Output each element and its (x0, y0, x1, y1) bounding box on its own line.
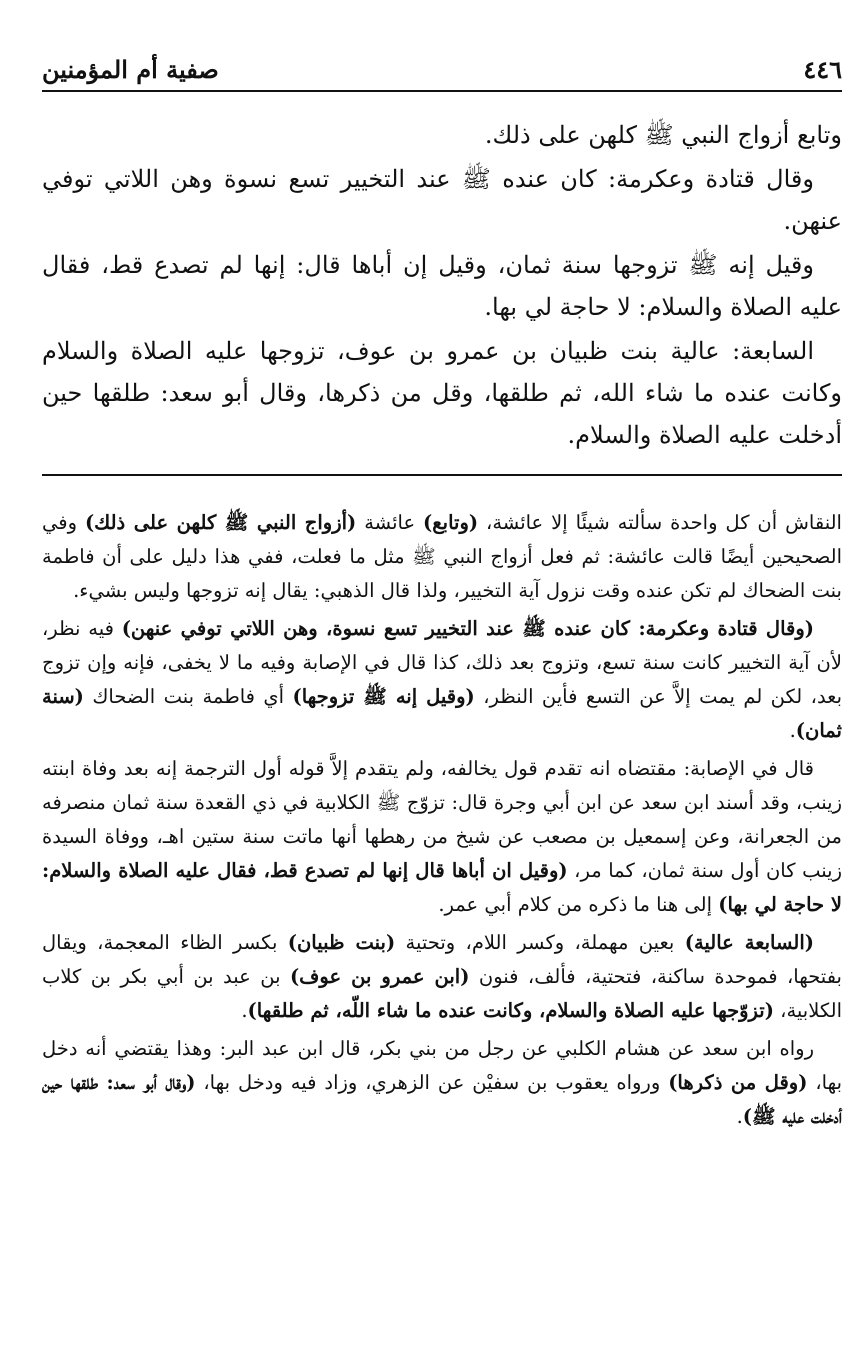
main-paragraph: وقال قتادة وعكرمة: كان عنده ﷺ عند التخيير تسع نسوة وهن اللاتي توفي عنهن. (42, 165, 842, 235)
page-number: ٤٤٦ (803, 55, 842, 84)
commentary-text: بعين مهملة، وكسر اللام، وتحتية (395, 931, 685, 954)
commentary-text: النقاش أن كل واحدة سألته شيئًا إلا عائشة، (478, 511, 842, 534)
quoted-phrase: (أزواج النبي ﷺ كلهن على ذلك) (84, 511, 357, 534)
quoted-phrase: (وقال أبو سعد: طلقها حين أدخلت عليه ﷺ) (42, 1071, 842, 1128)
quoted-phrase: (بنت ظبيان) (287, 931, 396, 954)
running-title: صفية أم المؤمنين (42, 55, 219, 84)
commentary-paragraph (42, 926, 842, 1028)
quoted-phrase: (سنة ثمان) (42, 685, 842, 742)
quoted-phrase: (وقيل ان أباها قال إنها لم تصدع قط، فقال عليه الصلاة والسلام: لا حاجة لي بها) (42, 859, 842, 916)
commentary-text: رواه ابن سعد عن هشام الكلبي عن رجل من بني بكر، قال ابن عبد البر: وهذا يقتضي أنه دخل بها، (42, 1037, 843, 1094)
commentary-text: بكسر الظاء المعجمة، ويقال بفتحها، فموحدة ساكنة، فتحتية، فألف، فنون (42, 931, 842, 988)
quoted-phrase: (وقل من ذكرها) (668, 1071, 808, 1094)
main-paragraph: السابعة: عالية بنت ظبيان بن عمرو بن عوف، تزوجها عليه الصلاة والسلام وكانت عنده ما شاء الله، ثم طلقها، وقل من ذكرها، وقال أبو سعد: طلقها حين أدخلت عليه الصلاة والسلام. (42, 337, 842, 449)
commentary-text: قال في الإصابة: مقتضاه انه تقدم قول يخالفه، ولم يتقدم إلاَّ قوله أول الترجمة إنه بعد وفاة ابنته زينب، وقد أسند ابن سعد عن ابن أبي وجرة قال: تزوّج ﷺ الكلابية في ذي القعدة سنة ثمان منصرفه من الجعرانة، وعن إسمعيل بن مصعب عن شيخ من رهطها أنها ماتت سنة ستين اهـ، ووفاة السيدة زينب كان أول سنة ثمان، كما مر، (42, 757, 842, 882)
commentary-text: وفي الصحيحين أيضًا قالت عائشة: ثم فعل أزواج النبي ﷺ مثل ما فعلت، ففي هذا دليل على أن فاطمة بنت الضحاك لم تكن عنده وقت نزول آية التخيير، ولذا قال الذهبي: يقال إنه تزوجها وليس بشيء. (42, 511, 842, 602)
commentary-text: . (789, 719, 796, 742)
commentary-text: فيه نظر، لأن آية التخيير كانت سنة تسع، وتزوج بعد ذلك، كذا قال في الإصابة وفيه ما لا يخفى، فإنه وإن تزوج بعد، لكن لم يمت إلاَّ عن التسع فأين النظر، (42, 617, 843, 708)
quoted-phrase: (تزوّجها عليه الصلاة والسلام، وكانت عنده ما شاء اللّه، ثم طلقها) (247, 999, 774, 1022)
main-text (42, 114, 842, 456)
quoted-phrase: (وقيل إنه ﷺ تزوجها) (292, 685, 475, 708)
commentary (42, 506, 842, 1134)
quoted-phrase: (ابن عمرو بن عوف) (289, 965, 470, 988)
main-paragraph: وتابع أزواج النبي ﷺ كلهن على ذلك. (484, 121, 842, 149)
commentary-paragraph (42, 612, 842, 748)
footnote-divider (42, 474, 842, 476)
commentary-text: . (736, 1105, 743, 1128)
commentary-text: ورواه يعقوب بن سفيْن عن الزهري، وزاد فيه ودخل بها، (195, 1071, 669, 1094)
quoted-phrase: (السابعة عالية) (684, 931, 814, 954)
commentary-paragraph (42, 1032, 842, 1134)
running-header (42, 40, 842, 92)
main-paragraph: وقيل إنه ﷺ تزوجها سنة ثمان، وقيل إن أباها قال: إنها لم تصدع قط، فقال عليه الصلاة والسلام: لا حاجة لي بها. (42, 251, 842, 321)
commentary-text: . (241, 999, 248, 1022)
commentary-text: أي فاطمة بنت الضحاك (83, 685, 293, 708)
book-page (42, 40, 842, 1138)
commentary-paragraph (42, 506, 842, 608)
commentary-text: بن عبد بن أبي بكر بن كلاب الكلابية، (42, 965, 842, 1022)
commentary-text: عائشة (356, 511, 424, 534)
quoted-phrase: (وقال قتادة وعكرمة: كان عنده ﷺ عند التخيير تسع نسوة، وهن اللاتي توفي عنهن) (121, 617, 814, 640)
quoted-phrase: (وتابع) (423, 511, 479, 534)
commentary-paragraph (42, 752, 842, 922)
commentary-text: إلى هنا ما ذكره من كلام أبي عمر. (438, 893, 719, 916)
